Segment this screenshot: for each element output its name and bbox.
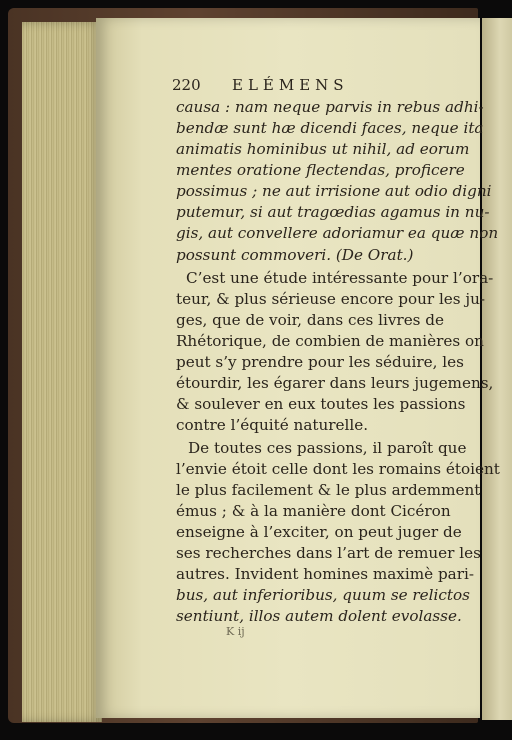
running-title: ELÉMENS <box>232 76 349 94</box>
text-line: enseigne à l’exciter, on peut juger de <box>176 523 462 541</box>
text-line: ses recherches dans l’art de remuer les <box>176 544 481 562</box>
text-line: bus, aut inferioribus, quum se relictos <box>176 586 470 604</box>
text-line: ges, que de voir, dans ces livres de <box>176 311 445 329</box>
page-number: 220 <box>172 76 201 94</box>
text-line: peut s’y prendre pour les séduire, les <box>176 353 464 371</box>
catchword: K ij <box>226 625 245 638</box>
page-edges <box>22 22 102 722</box>
text-line: émus ; & à la manière dont Cicéron <box>176 502 451 520</box>
text-line: gis, aut convellere adoriamur ea quæ non <box>176 224 499 242</box>
text-line: l’envie étoit celle dont les romains étoient <box>176 460 500 478</box>
text-line: De toutes ces passions, il paroît que <box>188 439 467 457</box>
text-line: étourdir, les égarer dans leurs jugemens, <box>176 374 494 392</box>
text-line: C’est une étude intéressante pour l’ora- <box>186 269 494 287</box>
text-line: sentiunt, illos autem dolent evolasse. <box>176 607 462 625</box>
text-line: animatis hominibus ut nihil, ad eorum <box>176 140 470 158</box>
text-line: Rhétorique, de combien de manières on <box>176 332 484 350</box>
text-line: autres. Invident homines maximè pari- <box>176 565 474 583</box>
facing-page-edge <box>482 18 512 720</box>
text-line: possunt commoveri. (De Orat.) <box>176 246 414 264</box>
text-line: contre l’équité naturelle. <box>176 416 369 434</box>
text-line: causa : nam neque parvis in rebus adhi- <box>176 98 484 116</box>
text-line: putemur, si aut tragœdias agamus in nu- <box>176 203 490 221</box>
text-line: bendæ sunt hæ dicendi faces, neque ita <box>176 119 484 137</box>
text-line: le plus facilement & le plus ardemment <box>176 481 481 499</box>
text-line: mentes oratione flectendas, proficere <box>176 161 465 179</box>
text-line: possimus ; ne aut irrisione aut odio digni <box>176 182 492 200</box>
text-line: teur, & plus sérieuse encore pour les ju- <box>176 290 486 308</box>
text-line: & soulever en eux toutes les passions <box>176 395 466 413</box>
